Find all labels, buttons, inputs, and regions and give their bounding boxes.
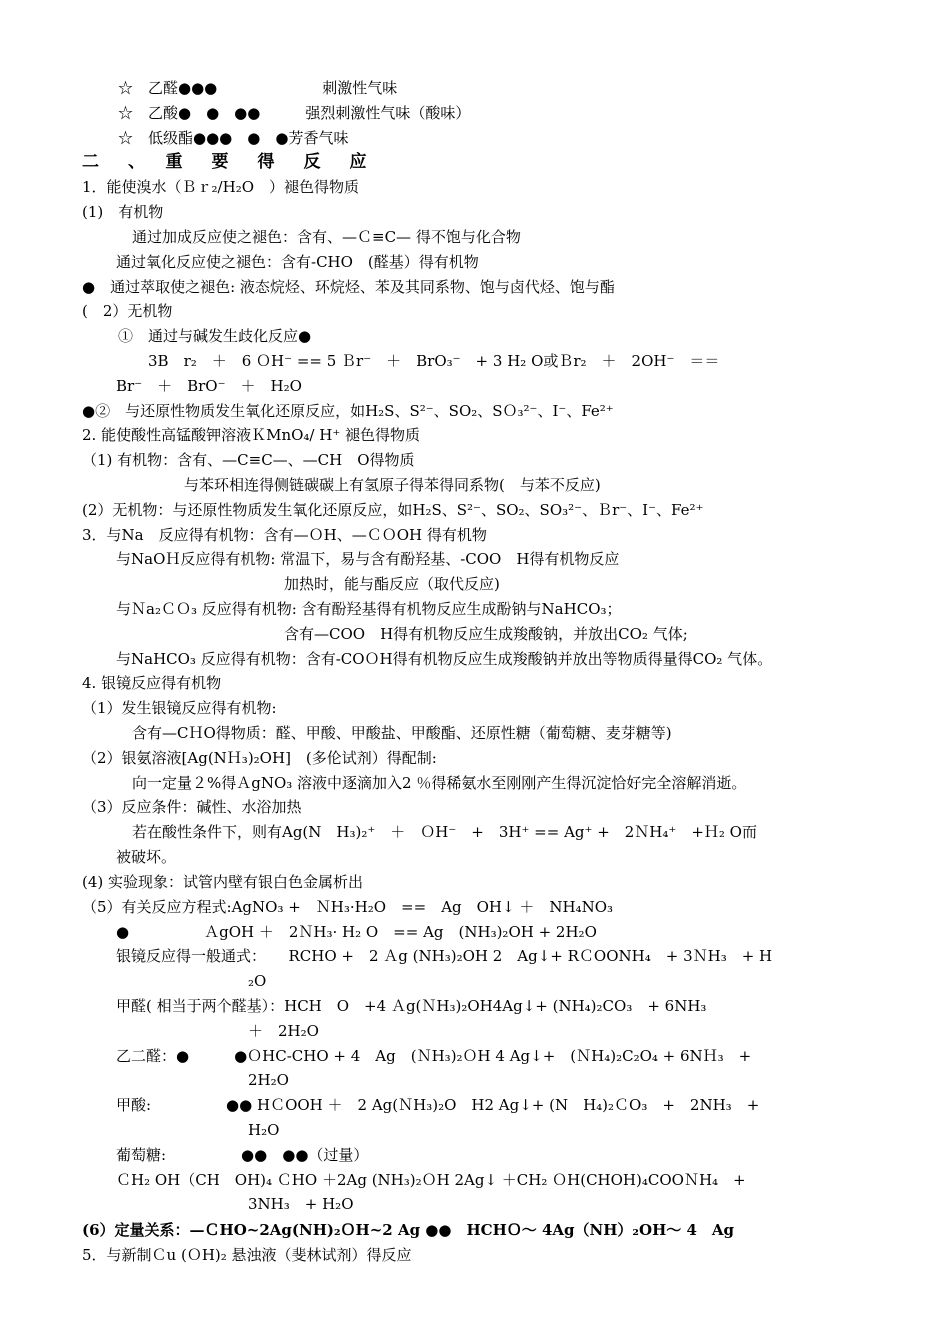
text-line: 向一定量２%得ＡgNO₃ 溶液中逐滴加入2 ％得稀氨水至刚刚产生得沉淀恰好完全溶解消逝。 [132,774,747,792]
text-line: ● 通过萃取使之褪色: 液态烷烃、环烷烃、苯及其同系物、饱与卤代烃、饱与酯 [82,278,615,296]
equation-line: 乙二醛：● ●ＯHC-CHO + 4 Ag (ＮH₃)₂ＯH 4 Ag↓+ (ＮH₄)₂C₂O₄ + 6NＨ₃ + [116,1047,752,1065]
text-line: 与Ｎa₂ＣＯ₃ 反应得有机物: 含有酚羟基得有机物反应生成酚钠与NaHCO₃； [116,600,622,618]
text-line: (4) 实验现象：试管内壁有银白色金属析出 [82,873,364,891]
text-line: 3．与Na 反应得有机物：含有—ＯH、—ＣＯOH 得有机物 [82,526,487,544]
text-line: (1) 有机物 [82,203,164,221]
text-line: 通过加成反应使之褪色：含有、—Ｃ≡C— 得不饱与化合物 [132,228,521,246]
text-line: ☆ 低级酯●●● ● ●芳香气味 [118,129,349,147]
equation-line: 2H₂O [248,1071,289,1089]
equation-line: ＣH₂ OH（CH OH)₄ ＣHO ＋2Ag (NH₃)₂ＯH 2Ag↓ ＋CH₂ ＯH(CHOH)₄COOＮH₄ + [116,1171,746,1189]
equation-line: ● ＡgOH ＋ 2ＮH₃· H₂ O == Ag (NH₃)₂OH + 2H₂O [116,923,597,941]
equation-line: 甲醛( 相当于两个醛基）：HCH O +4 Ａg(ＮH₃)₂OH4Ag↓+ (NH₄)₂CO₃ + 6NH₃ [116,997,707,1015]
equation-line: 银镜反应得一般通式： RCHO + 2 Ａg (NH₃)₂OH 2 Ag↓+ RＣOONH₄ + 3ＮH₃ + H [116,947,773,965]
text-line: 5．与新制Ｃu (ＯH)₂ 悬浊液（斐林试剂）得反应 [82,1246,412,1264]
equation-line: H₂O [248,1121,280,1139]
equation-line: 若在酸性条件下，则有Ag(N H₃)₂⁺ ＋ ＯH⁻ + 3H⁺ == Ag⁺ + 2ＮH₄⁺ +Ｈ₂ O而 [132,823,757,841]
equation-line: 3B r₂ ＋ 6 ＯH⁻ == 5 Ｂr⁻ ＋ BrO₃⁻ + 3 H₂ O或Ｂr₂ ＋ 2OH⁻ ＝＝ [148,352,720,370]
text-line: 加热时，能与酯反应（取代反应) [284,575,500,593]
text-line: （3）反应条件：碱性、水浴加热 [82,798,302,816]
text-line: 与NaHCO₃ 反应得有机物：含有-COＯH得有机物反应生成羧酸钠并放出等物质得量得CO₂ 气体。 [116,650,773,668]
text-line: 被破坏。 [116,848,177,866]
text-line: ☆ 乙酸● ● ●● 强烈刺激性气味（酸味） [118,104,471,122]
equation-line: ₂O [248,972,267,990]
text-line: （2）银氨溶液[Ag(NＨ₃)₂OH] (多伦试剂）得配制: [82,749,437,767]
equation-line: 甲酸: ●● HＣOOH ＋ 2 Ag(ＮH₃)₂O H2 Ag↓+ (N H₄)₂ＣO₃ + 2NH₃ + [116,1096,760,1114]
text-line: (2）无机物：与还原性物质发生氧化还原反应，如H₂S、S²⁻、SO₂、SO₃²⁻、Ｂr⁻、I⁻、Fe²⁺ [82,501,704,519]
text-line: 与NaOＨ反应得有机物: 常温下，易与含有酚羟基、-COO H得有机物反应 [116,550,620,568]
section-heading: 二 、 重 要 得 反 应 [82,152,373,172]
text-line: 1．能使溴水（Ｂｒ₂/H₂O ）褪色得物质 [82,178,360,196]
text-line: 通过氧化反应使之褪色：含有-CHO (醛基）得有机物 [116,253,479,271]
equation-line: ＋ 2H₂O [248,1022,319,1040]
equation-line: （5）有关反应方程式:AgNO₃ + ＮH₃·H₂O == Ag OH↓ ＋ NH₄NO₃ [82,898,614,916]
text-line: 含有—CＨO得物质：醛、甲酸、甲酸盐、甲酸酯、还原性糖（葡萄糖、麦芽糖等) [132,724,672,742]
text-line: ☆ 乙醛●●● 刺激性气味 [118,79,398,97]
text-line: 2. 能使酸性高锰酸钾溶液ＫMnO₄/ H⁺ 褪色得物质 [82,426,420,444]
text-line: 含有—COO H得有机物反应生成羧酸钠，并放出CO₂ 气体; [284,625,688,643]
text-line: ●② 与还原性物质发生氧化还原反应，如H₂S、S²⁻、SO₂、SＯ₃²⁻、I⁻、Fe²⁺ [82,402,614,420]
equation-line: 3NH₃ + H₂O [248,1195,354,1213]
equation-line: Br⁻ ＋ BrO⁻ ＋ H₂O [116,377,302,395]
text-line: 与苯环相连得侧链碳碳上有氢原子得苯得同系物( 与苯不反应) [184,476,601,494]
text-line: 4. 银镜反应得有机物 [82,674,222,692]
text-line: （1）发生银镜反应得有机物: [82,699,277,717]
equation-line: 葡萄糖: ●● ●●（过量） [116,1146,369,1164]
text-line: （1) 有机物：含有、—C≡C—、—CH O得物质 [82,451,415,469]
text-line: ① 通过与碱发生歧化反应● [118,327,312,345]
text-line: ( 2）无机物 [82,302,173,320]
text-line: (6）定量关系：—ＣHO~2Ag(NH)₂ＯH~2 Ag ●● HCHＯ～ 4Ag（NH）₂OH～ 4 Ag [82,1221,735,1239]
